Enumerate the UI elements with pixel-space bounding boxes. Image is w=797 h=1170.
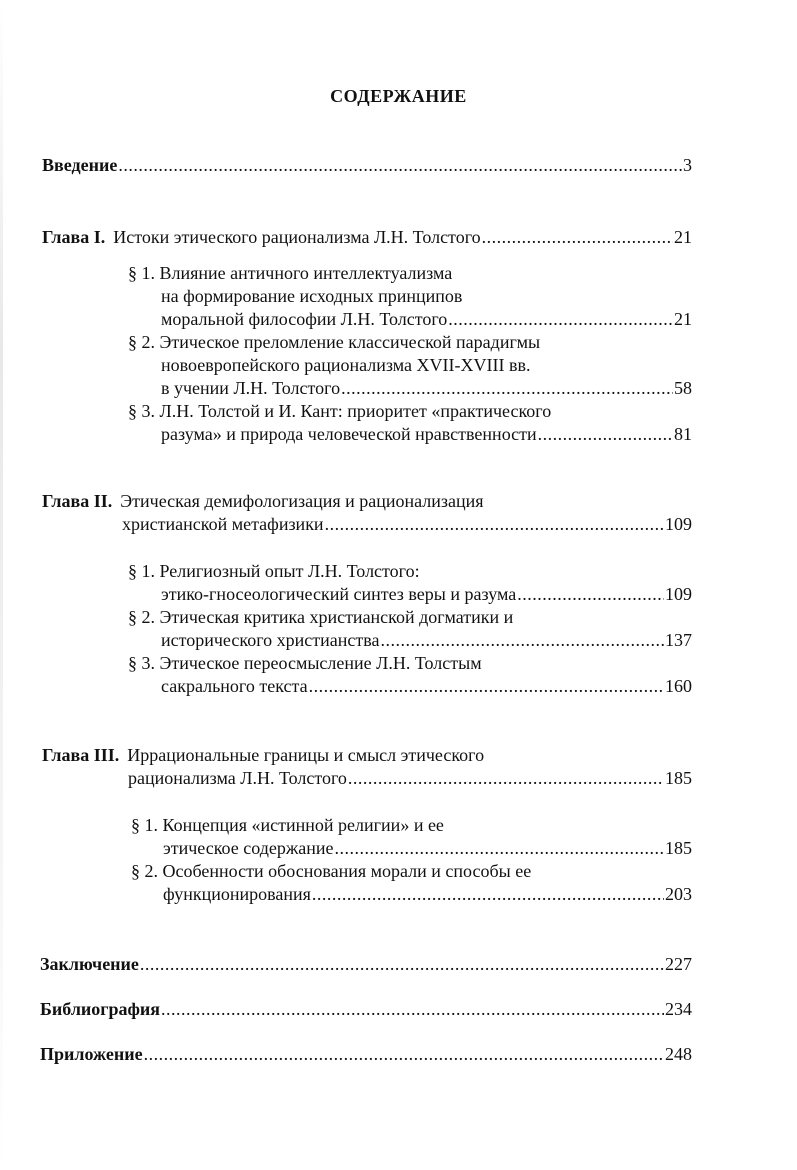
chapter-label: Глава I.	[42, 227, 106, 247]
toc-entry-section-1-2[interactable]	[161, 377, 692, 399]
toc-entry-section-3-2[interactable]	[163, 883, 692, 905]
toc-page: 58	[674, 378, 692, 398]
toc-page: 248	[665, 1044, 692, 1064]
section-line: этическое содержание	[163, 838, 334, 858]
section-line: § 2. Этическая критика христианской догматики и	[128, 607, 514, 627]
toc-page: 81	[674, 424, 692, 444]
toc-entry-chapter-2[interactable]	[122, 513, 692, 535]
toc-page: 21	[674, 309, 692, 329]
dot-leader	[309, 675, 664, 697]
chapter-title: Иррациональные границы и смысл этического	[127, 745, 485, 765]
toc-page: 185	[665, 838, 692, 858]
section-line: § 1. Религиозный опыт Л.Н. Толстого:	[128, 561, 420, 581]
toc-label: Заключение	[40, 954, 139, 974]
toc-page: 234	[665, 999, 692, 1019]
toc-label: Библиография	[40, 999, 161, 1019]
section-line: § 3. Л.Н. Толстой и И. Кант: приоритет «практического	[128, 401, 552, 421]
chapter-heading-2	[42, 490, 484, 512]
chapter-label: Глава II.	[42, 491, 113, 511]
chapter-label: Глава III.	[42, 745, 120, 765]
dot-leader	[538, 423, 673, 445]
section-line: функционирования	[163, 884, 311, 904]
toc-entry-conclusion[interactable]	[40, 953, 692, 975]
toc-entry-section-2-1[interactable]	[161, 583, 692, 605]
dot-leader	[140, 953, 664, 975]
dot-leader	[312, 883, 664, 905]
toc-entry-chapter-3[interactable]	[128, 767, 692, 789]
toc-entry-section-2-3[interactable]	[161, 675, 692, 697]
chapter-title: рационализма Л.Н. Толстого	[128, 768, 347, 788]
dot-leader	[341, 377, 673, 399]
dot-leader	[348, 767, 664, 789]
chapter-heading-3	[42, 744, 484, 766]
section-line: § 2. Особенности обоснования морали и способы ее	[131, 861, 532, 881]
toc-entry-appendix[interactable]	[40, 1043, 692, 1065]
dot-leader	[335, 837, 664, 859]
dot-leader	[144, 1043, 664, 1065]
toc-entry-chapter-1[interactable]	[42, 226, 692, 248]
dot-leader	[482, 226, 673, 248]
dot-leader	[517, 583, 664, 605]
section-line: § 1. Концепция «истинной религии» и ее	[131, 815, 444, 835]
section-line: § 2. Этическое преломление классической парадигмы	[128, 332, 541, 352]
toc-label: Приложение	[40, 1044, 143, 1064]
toc-entry-section-1-3[interactable]	[161, 423, 692, 445]
section-line: на формирование исходных принципов	[161, 286, 463, 306]
dot-leader	[161, 998, 664, 1020]
scan-edge	[0, 0, 3, 1170]
dot-leader	[380, 629, 664, 651]
dot-leader	[448, 308, 673, 330]
toc-page: 227	[665, 954, 692, 974]
section-line: сакрального текста	[161, 676, 308, 696]
section-line: исторического христианства	[161, 630, 380, 650]
toc-page: 3	[683, 155, 692, 175]
section-line: § 1. Влияние античного интеллектуализма	[128, 263, 453, 283]
dot-leader	[118, 154, 682, 176]
dot-leader	[325, 513, 664, 535]
toc-entry-bibliography[interactable]	[40, 998, 692, 1020]
toc-entry-section-3-1[interactable]	[163, 837, 692, 859]
section-line: разума» и природа человеческой нравственности	[161, 424, 537, 444]
section-line: в учении Л.Н. Толстого	[161, 378, 341, 398]
chapter-title: Этическая демифологизация и рационализация	[120, 491, 484, 511]
toc-page: 21	[674, 227, 692, 247]
toc-page: 109	[665, 514, 692, 534]
toc-page: 160	[665, 676, 692, 696]
toc-label: Введение	[42, 155, 118, 175]
toc-page: 185	[665, 768, 692, 788]
toc-page: 137	[665, 630, 692, 650]
toc-entry-section-2-2[interactable]	[161, 629, 692, 651]
page-title: СОДЕРЖАНИЕ	[330, 86, 467, 106]
toc-entry-intro[interactable]	[42, 154, 692, 176]
toc-page: 203	[665, 884, 692, 904]
section-line: этико-гносеологический синтез веры и разума	[161, 584, 517, 604]
section-line: новоевропейского рационализма XVII-XVIII вв.	[161, 355, 531, 375]
section-line: моральной философии Л.Н. Толстого	[161, 309, 448, 329]
chapter-title: христианской метафизики	[122, 514, 324, 534]
toc-page: 109	[665, 584, 692, 604]
section-line: § 3. Этическое переосмысление Л.Н. Толстым	[128, 653, 482, 673]
toc-entry-section-1-1[interactable]	[161, 308, 692, 330]
chapter-title: Истоки этического рационализма Л.Н. Толстого	[113, 227, 481, 247]
